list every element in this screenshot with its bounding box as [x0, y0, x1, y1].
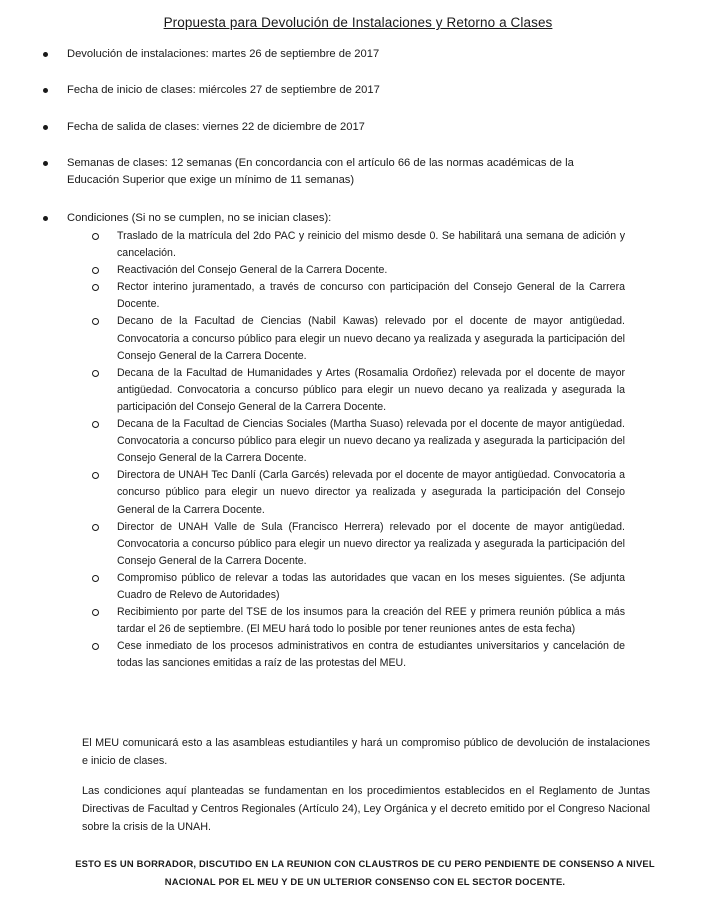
draft-notice: ESTO ES UN BORRADOR, DISCUTIDO EN LA REUNION CON CLAUSTROS DE CU PERO PENDIENTE DE CONSENSO A NIVEL NACIONAL POR EL MEU Y DE UN ULTERIOR CONSENSO CON EL SECTOR DOCENTE.	[75, 858, 655, 887]
condition-text: Cese inmediato de los procesos administrativos en contra de estudiantes universitarios y cancelación de todas las sanciones emitidas a raíz de las protestas del MEU.	[117, 640, 625, 670]
bullet-text: Fecha de salida de clases: viernes 22 de diciembre de 2017	[67, 121, 365, 133]
condition-text: Decana de la Facultad de Humanidades y Artes (Rosamalia Ordoñez) relevada por el docente de mayor antigüedad. Convocatoria a concurso público para elegir un nuevo decano ya realizada y asegurada la participación del Consejo General de la Carrera Docente.	[117, 366, 625, 413]
bullet-icon	[43, 161, 48, 166]
condition-text: Decano de la Facultad de Ciencias (Nabil Kawas) relevado por el docente de mayor antigüedad. Convocatoria a concurso público para elegir un nuevo decano ya realizada y asegurada la participación del Consejo General de la Carrera Docente.	[117, 315, 625, 362]
condition-item	[0, 570, 716, 604]
conditions-list	[0, 228, 716, 672]
condition-text: Director de UNAH Valle de Sula (Francisco Herrera) relevado por el docente de mayor antigüedad. Convocatoria a concurso público para elegir un nuevo director ya realizada y asegurada la participación del Consejo General de la Carrera Docente.	[117, 520, 625, 567]
circle-bullet-icon	[92, 575, 99, 582]
condition-item	[0, 604, 716, 638]
condition-text: Reactivación del Consejo General de la Carrera Docente.	[117, 264, 388, 277]
circle-bullet-icon	[92, 267, 99, 274]
circle-bullet-icon	[92, 643, 99, 650]
condition-text: Compromiso público de relevar a todas las autoridades que vacan en los meses siguientes. (Se adjunta Cuadro de Relevo de Autoridades)	[117, 571, 625, 601]
condition-item	[0, 262, 716, 279]
circle-bullet-icon	[92, 318, 99, 325]
bullet-icon	[43, 125, 48, 130]
condition-item	[0, 519, 716, 570]
document-title: Propuesta para Devolución de Instalaciones y Retorno a Clases	[163, 15, 553, 30]
circle-bullet-icon	[92, 609, 99, 616]
circle-bullet-icon	[92, 284, 99, 291]
communication-paragraph: El MEU comunicará esto a las asambleas estudiantiles y hará un compromiso público de devolución de instalaciones e inicio de clases.	[82, 737, 650, 767]
condition-item	[0, 279, 716, 313]
condition-text: Recibimiento por parte del TSE de los insumos para la creación del REE y primera reunión pública a más tardar el 26 de septiembre. (El MEU hará todo lo posible por tener reuniones antes de esta fecha)	[117, 606, 625, 636]
condition-text: Decana de la Facultad de Ciencias Sociales (Martha Suaso) relevada por el docente de mayor antigüedad. Convocatoria a concurso público para elegir un nuevo decano ya realizada y asegurada la participación del Consejo General de la Carrera Docente.	[117, 418, 625, 465]
foundation-paragraph: Las condiciones aquí planteadas se fundamentan en los procedimientos establecidos en el Reglamento de Juntas Directivas de Facultad y Centros Regionales (Artículo 24), Ley Orgánica y el decreto emitido por el Congreso Nacional sobre la crisis de la UNAH.	[82, 785, 650, 833]
condition-text: Directora de UNAH Tec Danlí (Carla Garcés) relevada por el docente de mayor antigüedad. Convocatoria a concurso público para elegir un nuevo director ya realizada y asegurada la participación del Consejo General de la Carrera Docente.	[117, 469, 625, 516]
bullet-text: Fecha de inicio de clases: miércoles 27 de septiembre de 2017	[67, 84, 380, 96]
circle-bullet-icon	[92, 472, 99, 479]
condition-item	[0, 313, 716, 364]
condition-item	[0, 228, 716, 262]
bullet-text: Condiciones (Si no se cumplen, no se inician clases):	[67, 212, 332, 224]
circle-bullet-icon	[92, 233, 99, 240]
circle-bullet-icon	[92, 370, 99, 377]
bullet-icon	[43, 216, 48, 221]
condition-item	[0, 467, 716, 518]
condition-item	[0, 638, 716, 672]
condition-item	[0, 416, 716, 467]
bullet-text: Semanas de clases: 12 semanas (En concordancia con el artículo 66 de las normas académicas de la Educación Superior que exige un mínimo de 11 semanas)	[67, 157, 574, 186]
circle-bullet-icon	[92, 524, 99, 531]
condition-text: Traslado de la matrícula del 2do PAC y reinicio del mismo desde 0. Se habilitará una semana de adición y cancelación.	[117, 230, 625, 260]
condition-text: Rector interino juramentado, a través de concurso con participación del Consejo General de la Carrera Docente.	[117, 281, 625, 311]
circle-bullet-icon	[92, 421, 99, 428]
bullet-icon	[43, 52, 48, 57]
condition-item	[0, 365, 716, 416]
bullet-icon	[43, 88, 48, 93]
bullet-text: Devolución de instalaciones: martes 26 de septiembre de 2017	[67, 48, 380, 60]
